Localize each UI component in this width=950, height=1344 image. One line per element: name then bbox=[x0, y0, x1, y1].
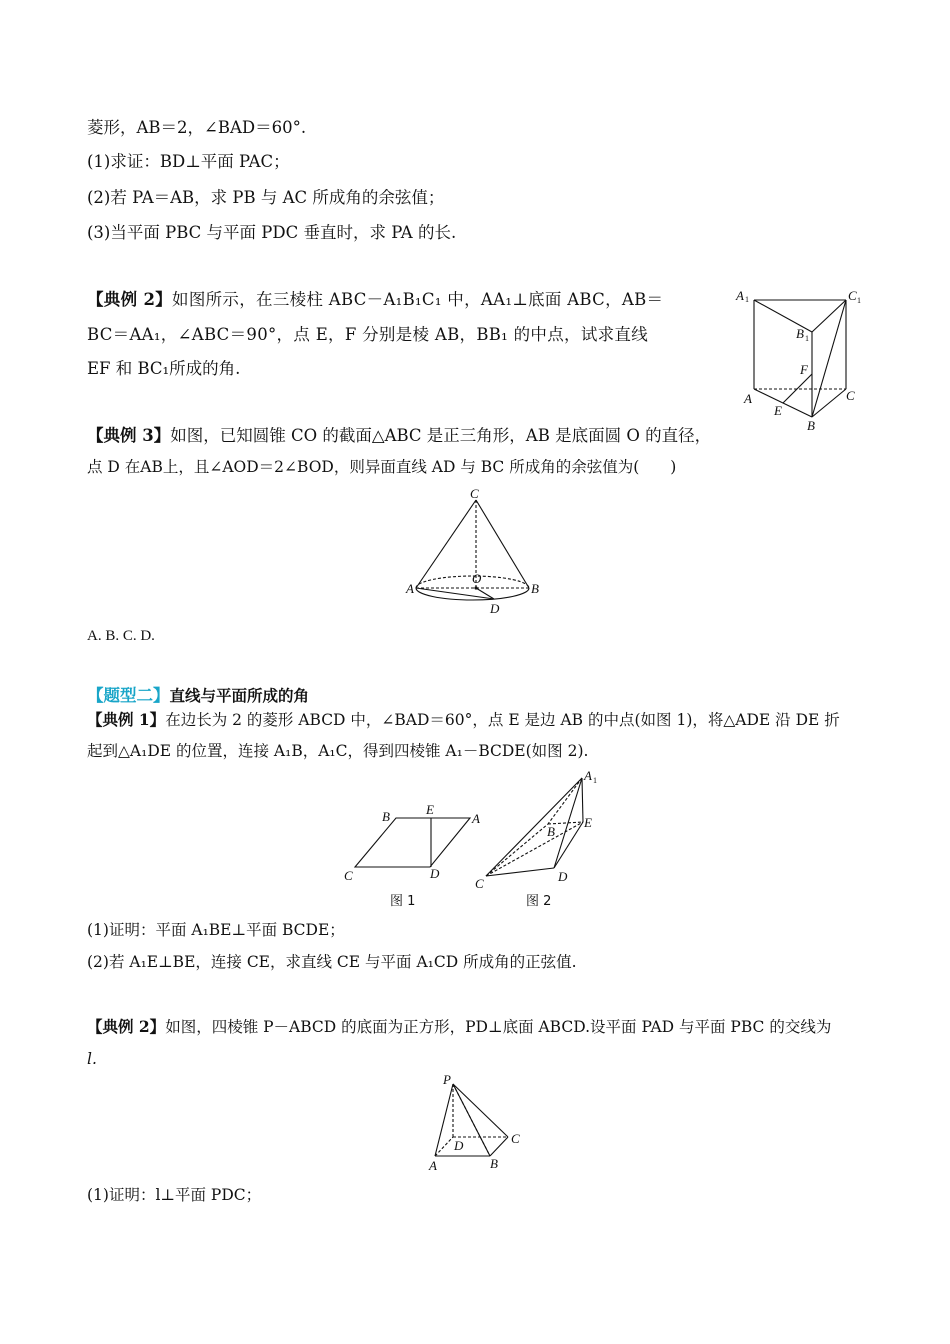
label-e: E bbox=[584, 815, 592, 830]
section-heading bbox=[87, 684, 309, 708]
example-text: 如图所示，在三棱柱 ABC－A₁B₁C₁ 中，AA₁⊥底面 ABC，AB＝ bbox=[172, 290, 664, 309]
label-b: B bbox=[382, 809, 390, 824]
example2-prism-line3: EF 和 BC₁所成的角. bbox=[87, 359, 241, 378]
label-d: D bbox=[430, 866, 440, 881]
example2-pyramid-line1 bbox=[87, 1015, 831, 1039]
section-title: 直线与平面所成的角 bbox=[169, 687, 310, 705]
example-text: 在边长为 2 的菱形 ABCD 中，∠BAD＝60°，点 E 是边 AB 的中点(如图 1)，将△ADE 沿 DE 折 bbox=[165, 711, 840, 729]
label-c1: C bbox=[848, 288, 857, 303]
label-b: B bbox=[531, 581, 539, 596]
label-d: D bbox=[558, 869, 568, 884]
cone-figure bbox=[400, 484, 560, 620]
label-a1: A bbox=[584, 768, 592, 783]
answer-options: A. B. C. D. bbox=[87, 628, 155, 644]
example1-line2: 起到△A₁DE 的位置，连接 A₁B，A₁C，得到四棱锥 A₁－BCDE(如图 2). bbox=[87, 742, 589, 760]
label-c: C bbox=[344, 868, 353, 883]
label-b: B bbox=[807, 418, 815, 433]
pyramid-figure-2 bbox=[470, 766, 620, 916]
label-sub: 1 bbox=[857, 296, 861, 305]
example3-cone-line2: 点 D 在AB上，且∠AOD＝2∠BOD，则异面直线 AD 与 BC 所成角的余弦值为( ) bbox=[87, 458, 677, 476]
label-a: A bbox=[429, 1158, 437, 1173]
label-c: C bbox=[475, 876, 484, 891]
label-a: A bbox=[744, 391, 752, 406]
label-e: E bbox=[774, 403, 782, 418]
figure-caption: 图 1 bbox=[390, 894, 416, 909]
problem-question-1: (1)求证：BD⊥平面 PAC； bbox=[87, 152, 290, 171]
label-sub: 1 bbox=[593, 776, 597, 785]
example-tag: 【典例 3】 bbox=[87, 426, 171, 445]
label-o: O bbox=[472, 571, 482, 586]
label-b: B bbox=[547, 824, 555, 839]
example1-question-1: (1)证明：平面 A₁BE⊥平面 BCDE； bbox=[87, 921, 345, 939]
example1-question-2: (2)若 A₁E⊥BE，连接 CE，求直线 CE 与平面 A₁CD 所成角的正弦值. bbox=[87, 953, 577, 971]
label-b1: B bbox=[796, 326, 804, 341]
example2-pyramid-line2: l. bbox=[87, 1050, 97, 1068]
example2-prism-line1 bbox=[87, 288, 663, 312]
figure-caption: 图 2 bbox=[526, 894, 552, 909]
example3-cone-line1 bbox=[87, 424, 711, 448]
example-tag: 【典例 1】 bbox=[87, 710, 166, 729]
label-p: P bbox=[443, 1072, 451, 1087]
label-sub: 1 bbox=[745, 295, 749, 304]
square-pyramid-figure bbox=[425, 1070, 535, 1180]
label-c: C bbox=[470, 486, 479, 501]
label-c: C bbox=[846, 388, 855, 403]
rhombus-figure-1 bbox=[338, 766, 488, 916]
label-sub: 1 bbox=[805, 334, 809, 343]
example2-prism-line2: BC＝AA₁，∠ABC＝90°，点 E，F 分别是棱 AB，BB₁ 的中点，试求直线 bbox=[87, 325, 649, 344]
label-a: A bbox=[472, 811, 480, 826]
example1-line1 bbox=[87, 708, 840, 732]
example-text: 如图，已知圆锥 CO 的截面△ABC 是正三角形，AB 是底面圆 O 的直径， bbox=[170, 426, 712, 445]
example-tag: 【典例 2】 bbox=[87, 1017, 166, 1036]
label-d: D bbox=[454, 1138, 464, 1153]
problem-question-2: (2)若 PA＝AB，求 PB 与 AC 所成角的余弦值； bbox=[87, 188, 445, 207]
example-text: 如图，四棱锥 P－ABCD 的底面为正方形，PD⊥底面 ABCD.设平面 PAD 与平面 PBC 的交线为 bbox=[165, 1018, 832, 1036]
label-c: C bbox=[511, 1131, 520, 1146]
prism-figure bbox=[730, 282, 870, 437]
problem-question-3: (3)当平面 PBC 与平面 PDC 垂直时，求 PA 的长. bbox=[87, 223, 457, 242]
problem-intro-line: 菱形，AB＝2，∠BAD＝60°. bbox=[87, 118, 307, 137]
label-b: B bbox=[490, 1156, 498, 1171]
section-tag: 【题型二】 bbox=[87, 686, 170, 705]
label-a1: A bbox=[736, 288, 744, 303]
example-tag: 【典例 2】 bbox=[87, 290, 173, 309]
label-f: F bbox=[800, 362, 808, 377]
label-d: D bbox=[490, 601, 500, 616]
label-e: E bbox=[426, 802, 434, 817]
label-a: A bbox=[406, 581, 414, 596]
example2-pyramid-question-1: (1)证明：l⊥平面 PDC； bbox=[87, 1186, 262, 1204]
